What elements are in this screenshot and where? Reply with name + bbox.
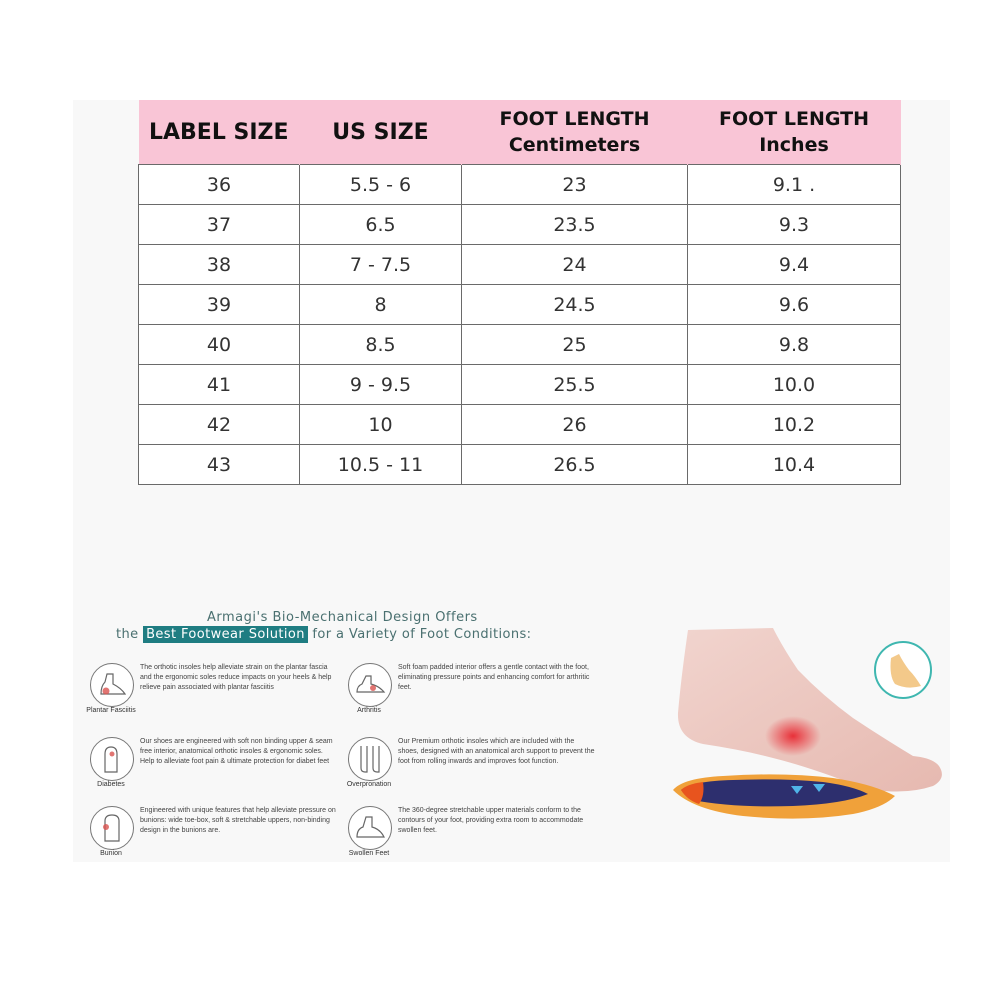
intro-heading: Armagi's Bio-Mechanical Design Offers	[207, 610, 478, 625]
condition-caption: Diabetes	[97, 781, 125, 788]
header-label-size: LABEL SIZE	[139, 100, 300, 165]
cell-foot-in: 9.3	[688, 205, 901, 245]
header-foot-length-cm: FOOT LENGTH Centimeters	[462, 100, 688, 165]
overpronation-icon	[348, 737, 392, 781]
cell-foot-cm: 26.5	[462, 445, 688, 485]
cell-foot-cm: 23.5	[462, 205, 688, 245]
swollen-feet-icon	[348, 806, 392, 850]
intro-subheading	[116, 627, 531, 642]
condition-caption: Swollen Feet	[348, 850, 390, 857]
cell-us-size: 8.5	[300, 325, 462, 365]
condition-description: The 360-degree stretchable upper materials conform to the contours of your foot, providing extra room to accommodate swollen feet.	[398, 807, 584, 834]
condition-description: Our shoes are engineered with soft non binding upper & seam free interior, anatomical orthotic insoles & ergonomic soles. Help to alleviate foot pain & ultimate protection for diabet feet	[140, 738, 333, 765]
cell-foot-in: 10.4	[688, 445, 901, 485]
diabetes-icon	[90, 737, 134, 781]
bunion-icon	[90, 806, 134, 850]
cell-us-size: 10	[300, 405, 462, 445]
table-row	[139, 245, 901, 285]
table-row	[139, 405, 901, 445]
condition-description: Engineered with unique features that help alleviate pressure on bunions: wide toe-box, soft & stretchable uppers, non-binding design in the bunions are.	[140, 807, 336, 834]
plantar-fasciitis-icon	[90, 663, 134, 707]
size-chart-table	[138, 100, 901, 485]
arthritis-icon	[348, 663, 392, 707]
table-row	[139, 205, 901, 245]
table-row	[139, 325, 901, 365]
header-us-size: US SIZE	[300, 100, 462, 165]
condition-caption: Arthritis	[357, 707, 381, 714]
condition-description: The orthotic insoles help alleviate strain on the plantar fascia and the ergonomic soles reduce impacts on your heels & help relieve pain associated with plantar fasciitis	[140, 664, 332, 691]
cell-foot-in: 9.4	[688, 245, 901, 285]
cell-label-size: 36	[139, 165, 300, 205]
cell-label-size: 40	[139, 325, 300, 365]
cell-us-size: 10.5 - 11	[300, 445, 462, 485]
condition-description: Our Premium orthotic insoles which are included with the shoes, designed with an anatomical arch support to prevent the foot from rolling inwards and improves foot function.	[398, 738, 595, 765]
condition-caption: Plantar Fasciitis	[86, 707, 136, 714]
table-row	[139, 285, 901, 325]
cell-label-size: 37	[139, 205, 300, 245]
cell-label-size: 42	[139, 405, 300, 445]
intro-highlight: Best Footwear Solution	[143, 626, 308, 643]
cell-foot-in: 10.0	[688, 365, 901, 405]
cell-foot-cm: 25	[462, 325, 688, 365]
intro-prefix: the	[116, 627, 139, 642]
cell-foot-in: 10.2	[688, 405, 901, 445]
condition-caption: Bunion	[100, 850, 122, 857]
cell-foot-cm: 23	[462, 165, 688, 205]
cell-foot-cm: 24.5	[462, 285, 688, 325]
cell-label-size: 38	[139, 245, 300, 285]
cell-foot-in: 9.1 .	[688, 165, 901, 205]
condition-description: Soft foam padded interior offers a gentle contact with the foot, eliminating pressure points and enhancing comfort for arthritic feet.	[398, 664, 590, 691]
cell-foot-cm: 26	[462, 405, 688, 445]
cell-us-size: 6.5	[300, 205, 462, 245]
intro-suffix: for a Variety of Foot Conditions:	[312, 627, 532, 642]
cell-foot-cm: 25.5	[462, 365, 688, 405]
table-row	[139, 445, 901, 485]
cell-foot-in: 9.6	[688, 285, 901, 325]
foot-insole-illustration	[663, 618, 948, 838]
table-row	[139, 165, 901, 205]
cell-label-size: 39	[139, 285, 300, 325]
heel-pain-highlight	[765, 716, 821, 756]
cell-label-size: 41	[139, 365, 300, 405]
cell-label-size: 43	[139, 445, 300, 485]
table-row	[139, 365, 901, 405]
cell-us-size: 9 - 9.5	[300, 365, 462, 405]
header-foot-length-in: FOOT LENGTH Inches	[688, 100, 901, 165]
cell-us-size: 8	[300, 285, 462, 325]
cell-foot-cm: 24	[462, 245, 688, 285]
cell-us-size: 7 - 7.5	[300, 245, 462, 285]
table-header-row	[139, 100, 901, 165]
condition-caption: Overpronation	[346, 781, 392, 788]
cell-foot-in: 9.8	[688, 325, 901, 365]
cell-us-size: 5.5 - 6	[300, 165, 462, 205]
